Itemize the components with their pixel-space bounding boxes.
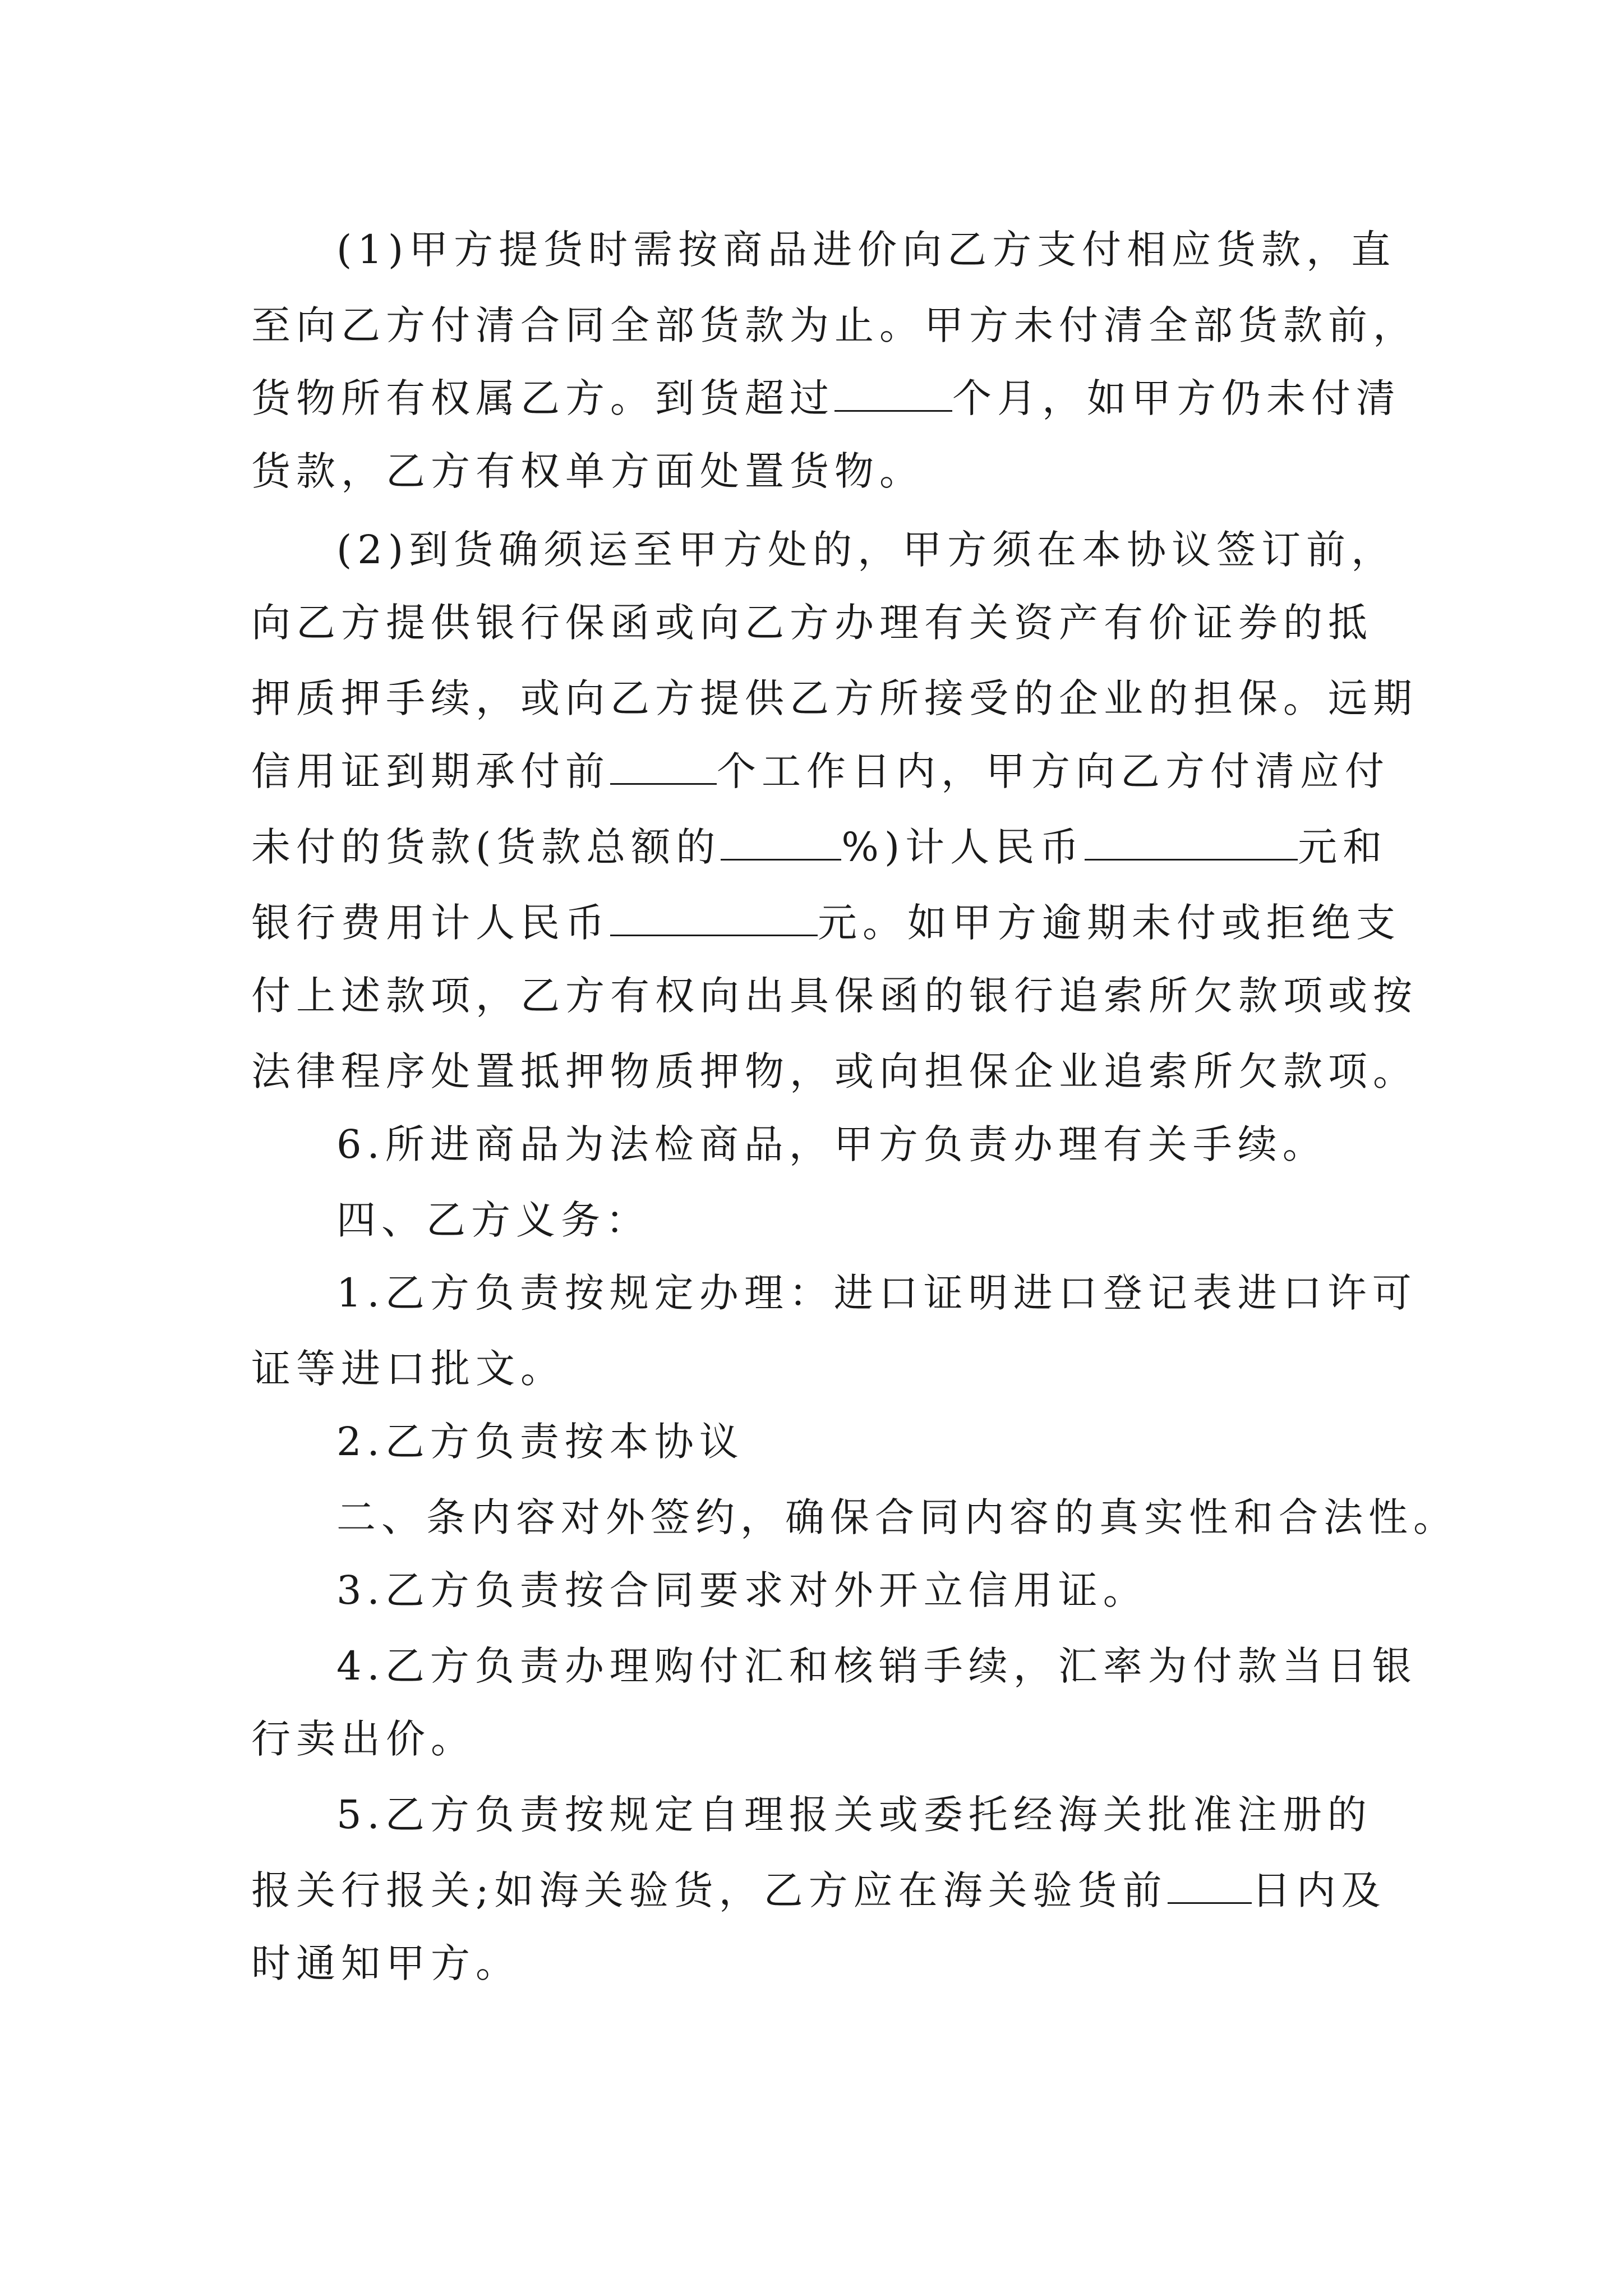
text-line [251,968,1418,1024]
text-line [251,370,1401,426]
fill-in-blank [610,895,818,936]
text-line [251,1935,1395,1991]
line-text: 四、乙方义务： [336,1197,651,1243]
text-line [336,222,1396,278]
line-text: 银行费用计人民币 [251,900,610,946]
text-line [251,443,1395,499]
line-text: 至向乙方付清合同全部货款为止。甲方未付清全部货款前， [251,302,1418,348]
line-text: 信用证到期承付前 [251,748,610,794]
fill-in-blank [834,371,952,412]
fill-in-blank [610,744,717,785]
text-line [336,1414,1396,1470]
text-line [251,895,1401,951]
line-text: 元。如甲方逾期未付或拒绝支 [818,900,1401,946]
line-text: 货款，乙方有权单方面处置货物。 [251,448,924,494]
line-text: (2)到货确须运至甲方处的，甲方须在本协议签订前， [336,527,1396,573]
line-text: 货物所有权属乙方。到货超过 [251,375,834,421]
text-line [336,1787,1396,1843]
section-heading [336,1192,1396,1248]
text-line [251,595,1395,651]
line-text: 付上述款项，乙方有权向出具保函的银行追索所欠款项或按 [251,973,1418,1019]
text-line [336,1116,1396,1172]
line-text: 3.乙方负责按合同要求对外开立信用证。 [336,1567,1148,1613]
line-text: 个月，如甲方仍未付清 [952,375,1401,421]
text-line [336,1562,1396,1618]
line-text: 未付的货款(货款总额的 [251,824,721,870]
line-text: 押质押手续，或向乙方提供乙方所接受的企业的担保。远期 [251,675,1418,721]
line-text: 2.乙方负责按本协议 [336,1419,744,1465]
text-line [251,1341,1395,1397]
line-text: 行卖出价。 [251,1716,476,1762]
line-text: 4.乙方负责办理购付汇和核销手续，汇率为付款当日银 [336,1643,1417,1689]
line-text: 元和 [1298,824,1388,870]
line-text: 日内及 [1251,1867,1386,1913]
text-line [251,819,1395,875]
line-text: 6.所进商品为法检商品，甲方负责办理有关手续。 [336,1121,1327,1167]
line-text: 证等进口批文。 [251,1346,565,1392]
line-text: 5.乙方负责按规定自理报关或委托经海关批准注册的 [336,1792,1372,1838]
line-text: 时通知甲方。 [251,1940,520,1986]
text-line [251,1711,1395,1767]
line-text: 向乙方提供银行保函或向乙方办理有关资产有价证券的抵 [251,600,1373,646]
text-line [336,1489,1458,1545]
line-text: 报关行报关;如海关验货，乙方应在海关验货前 [251,1867,1168,1913]
line-text: 二、条内容对外签约，确保合同内容的真实性和合法性。 [336,1494,1458,1540]
line-text: %)计人民币 [841,824,1085,870]
text-line [336,1265,1417,1321]
fill-in-blank [1168,1863,1252,1904]
fill-in-blank [1085,820,1298,861]
line-text: 个工作日内，甲方向乙方付清应付 [717,748,1390,794]
text-line [251,1043,1418,1099]
line-text: 1.乙方负责按规定办理：进口证明进口登记表进口许可 [336,1270,1417,1316]
text-line [251,1862,1395,1918]
text-line [336,1638,1417,1694]
text-line [251,670,1418,726]
fill-in-blank [721,820,841,861]
line-text: (1)甲方提货时需按商品进价向乙方支付相应货款，直 [336,227,1396,273]
text-line [251,297,1418,353]
text-line [336,522,1396,578]
line-text: 法律程序处置抵押物质押物，或向担保企业追索所欠款项。 [251,1048,1418,1094]
text-line [251,743,1395,799]
